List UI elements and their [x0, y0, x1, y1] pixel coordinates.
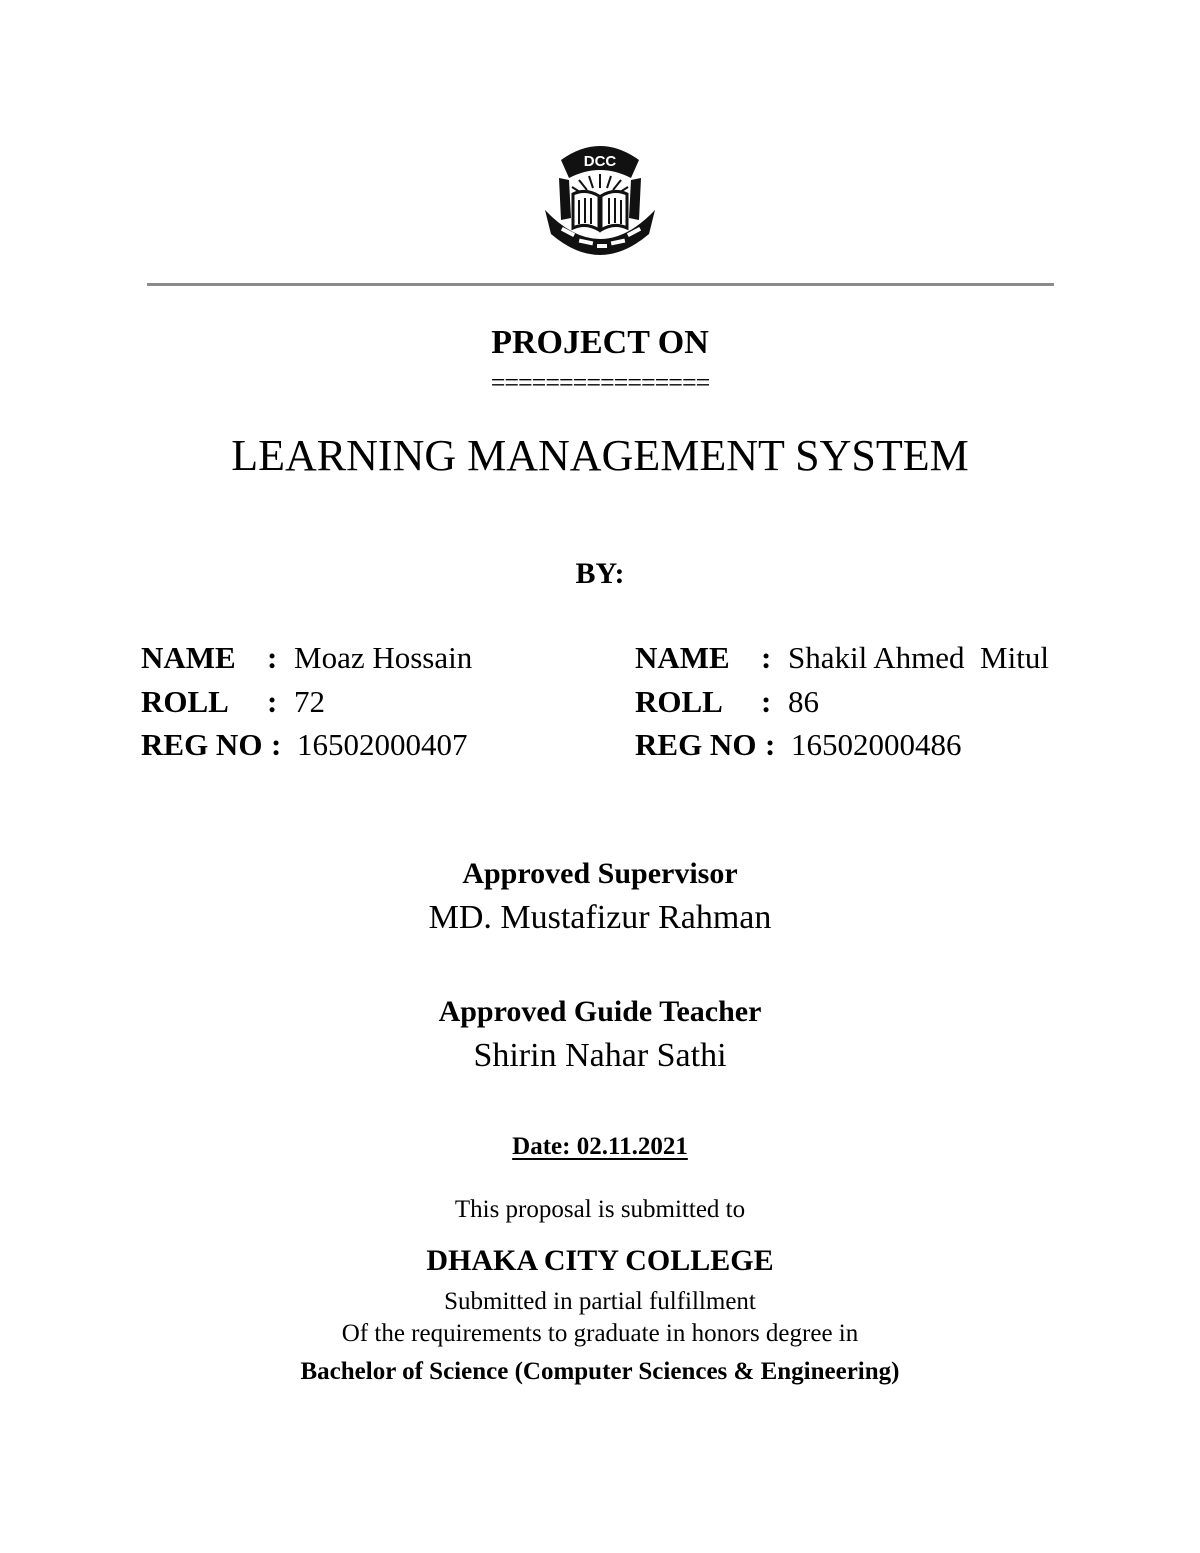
separator: :: [761, 640, 772, 675]
student-2-name: Shakil Ahmed Mitul: [788, 640, 1049, 675]
reg-label: REG NO: [141, 727, 263, 762]
institution-name: DHAKA CITY COLLEGE: [426, 1244, 774, 1277]
student-1-reg: 16502000407: [297, 727, 468, 762]
separator: :: [267, 640, 278, 675]
project-title: LEARNING MANAGEMENT SYSTEM: [231, 431, 969, 480]
student-2-reg: 16502000486: [791, 727, 962, 762]
partial-fulfillment-line: Submitted in partial fulfillment: [444, 1288, 756, 1315]
name-label: NAME: [635, 640, 730, 675]
student-1-roll: 72: [294, 683, 325, 719]
header-divider: [147, 283, 1054, 286]
roll-label: ROLL: [635, 683, 723, 719]
guide-name: Shirin Nahar Sathi: [473, 1037, 727, 1074]
svg-text:DCC: DCC: [583, 153, 617, 170]
project-kicker: PROJECT ON: [491, 324, 709, 361]
separator: :: [271, 727, 282, 762]
separator: :: [267, 683, 278, 719]
supervisor-label: Approved Supervisor: [462, 857, 738, 890]
separator: :: [765, 727, 776, 762]
roll-label: ROLL: [141, 683, 229, 719]
student-1-name: Moaz Hossain: [294, 640, 473, 675]
submitted-to-line: This proposal is submitted to: [454, 1196, 746, 1223]
college-logo: [539, 138, 661, 260]
supervisor-name: MD. Mustafizur Rahman: [428, 899, 772, 936]
date-line: [0, 1133, 1200, 1161]
separator: :: [761, 683, 772, 719]
requirements-line: Of the requirements to graduate in honors degree in: [341, 1320, 859, 1347]
kicker-underline: ================: [490, 368, 710, 397]
guide-label: Approved Guide Teacher: [438, 995, 762, 1028]
degree-line: Bachelor of Science (Computer Sciences & Engineering): [300, 1358, 900, 1385]
name-label: NAME: [141, 640, 236, 675]
reg-label: REG NO: [635, 727, 757, 762]
date-text: Date: 02.11.2021: [512, 1133, 688, 1160]
by-label: BY:: [575, 557, 625, 590]
student-2-roll: 86: [788, 683, 819, 719]
